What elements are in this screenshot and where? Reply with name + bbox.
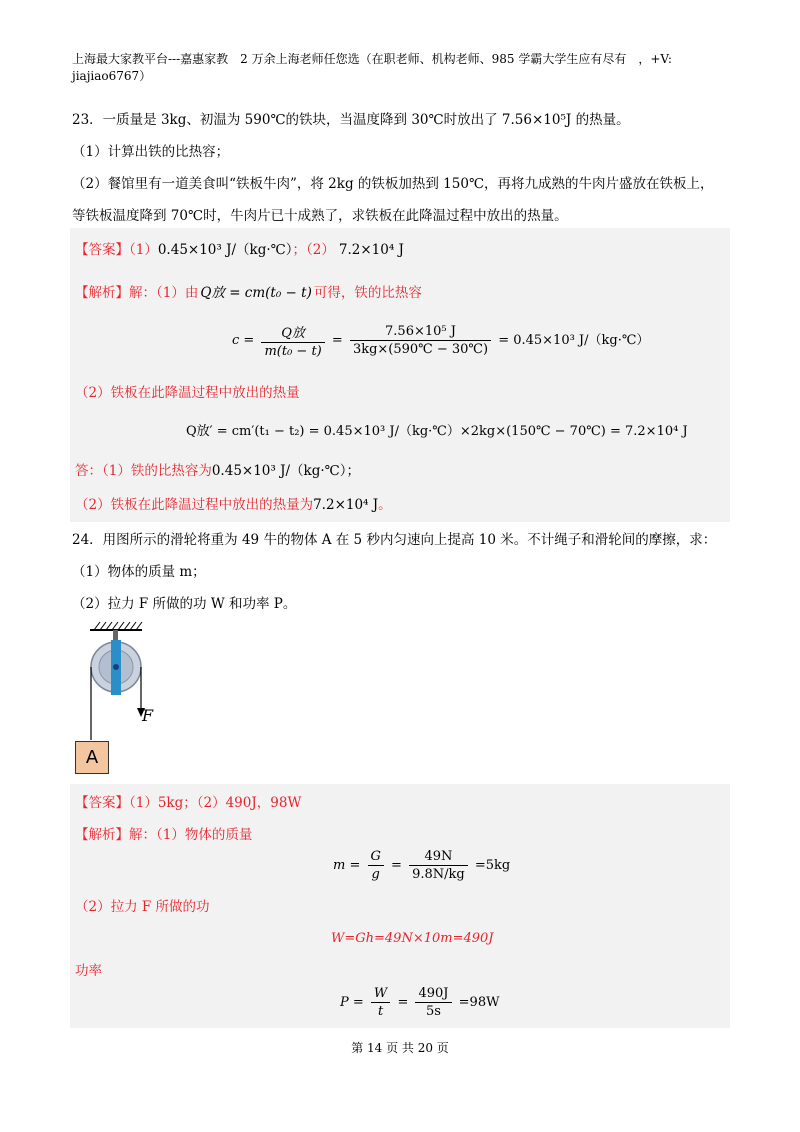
eq-m-numerator-2: 49N <box>409 849 468 866</box>
analysis-intro-text: 解：（1）由 <box>129 285 199 301</box>
answer-label: 【答案】 <box>75 242 129 258</box>
eq-w-text: W=Gh=49N×10m=490J <box>331 931 494 946</box>
eq1-frac2-numerator: 7.56×10⁵ J <box>350 324 491 341</box>
conclusion-1-value: 0.45×10³ J/（kg·℃）； <box>211 463 361 479</box>
block-A: A <box>75 741 109 774</box>
eq1-frac2-denominator: 3kg×(590℃ − 30℃) <box>352 342 489 357</box>
page-footer: 第 14 页 共 20 页 <box>351 1041 449 1055</box>
eq-p-numerator: W <box>371 986 390 1003</box>
eq-m-mid: = <box>391 858 402 873</box>
eq-m-fraction-1 <box>368 849 384 882</box>
answer-1-value: 0.45×10³ J/（kg·℃） <box>157 242 293 258</box>
ceiling-hatching <box>94 622 142 630</box>
eq-p-mid: = <box>397 995 409 1010</box>
q24-part2-heading: （2）拉力 F 所做的功 <box>75 899 210 915</box>
q24-equation-work <box>331 931 494 946</box>
q24-analysis-intro-text: 解：（1）物体的质量 <box>129 827 253 843</box>
analysis-after-text: 可得，铁的比热容 <box>313 285 422 301</box>
q23-part2-line1: （2）餐馆里有一道美食叫“铁板牛肉”，将 2kg 的铁板加热到 150℃，再将九成熟的牛肉片盛放在铁板上， <box>72 176 714 192</box>
q23-stem: 23．一质量是 3kg、初温为 590℃的铁块，当温度降到 30℃时放出了 7.56×10⁵J 的热量。 <box>72 112 630 128</box>
conclusion-2-end: 。 <box>378 497 392 513</box>
eq-m-denominator: g <box>371 867 380 882</box>
eq1-result: = 0.45×10³ J/（kg·℃） <box>498 333 650 348</box>
eq1-frac1-numerator: Q放 <box>261 322 324 343</box>
q23-equation-2: Q放′ = cm′(t₁ − t₂) = 0.45×10³ J/（kg·℃）×2kg×(150℃ − 70℃) = 7.2×10⁴ J <box>186 424 688 439</box>
page-header <box>72 52 672 84</box>
pulley-diagram <box>80 620 170 740</box>
q24-part2: （2）拉力 F 所做的功 W 和功率 P。 <box>72 596 297 612</box>
q23-analysis-intro <box>75 284 422 302</box>
q24-stem: 24．用图所示的滑轮将重为 49 牛的物体 A 在 5 秒内匀速向上提高 10 米。不计绳子和滑轮间的摩擦，求： <box>72 532 717 548</box>
answer-2-value: 7.2×10⁴ J <box>338 242 404 258</box>
eq-m-denominator-2: 9.8N/kg <box>412 867 465 882</box>
pulley-axle <box>113 664 119 670</box>
eq-p-numerator-2: 490J <box>415 986 451 1003</box>
eq-p-fraction-1 <box>371 986 390 1019</box>
header-line-2: jiajiao6767） <box>72 69 152 83</box>
eq-p-denominator-2: 5s <box>426 1004 441 1019</box>
eq1-fraction-2 <box>350 324 491 357</box>
q24-power-heading: 功率 <box>75 963 102 979</box>
q24-analysis-intro <box>75 826 252 844</box>
header-line-1: 上海最大家教平台---嘉惠家教 2 万余上海老师任您选（在职老师、机构老师、985 学霸大学生应有尽有 ，+V: <box>72 52 672 66</box>
q24-equation-power <box>340 986 499 1019</box>
conclusion-2-value: 7.2×10⁴ J <box>313 497 379 513</box>
eq1-frac1-denominator: m(t₀ − t) <box>264 344 322 359</box>
analysis-formula: Q放 = cm(t₀ − t) <box>200 285 312 301</box>
eq1-lhs: c = <box>232 333 255 348</box>
eq-p-result: =98W <box>458 995 500 1010</box>
q23-equation-1: c = $\frac{\text{Q放}}{\text{m(t₀ − t)}}$ = $\frac{\text{7.56×10⁵ J}}{3kg\times(590℃ - 30℃)}$ = 0.45×10³ J/（kg·℃） <box>232 324 650 359</box>
q23-conclusion-2 <box>75 496 392 514</box>
q23-part2-line2: 等铁板温度降到 70℃时，牛肉片已十成熟了，求铁板在此降温过程中放出的热量。 <box>72 208 568 224</box>
q24-answer-label: 【答案】 <box>75 795 129 811</box>
eq-p-denominator: t <box>377 1004 384 1019</box>
q24-answer-text: （1）5kg；（2）490J，98W <box>129 795 302 811</box>
force-label: F <box>142 706 154 725</box>
analysis-label: 【解析】 <box>75 285 129 301</box>
answer-2-label: ；（2） <box>292 242 335 258</box>
eq-m-lhs: m = <box>333 858 361 873</box>
q24-answer <box>75 794 301 812</box>
q23-answer <box>75 241 404 259</box>
q24-part1: （1）物体的质量 m； <box>72 564 206 580</box>
conclusion-2-text: （2）铁板在此降温过程中放出的热量为 <box>75 497 314 513</box>
q24-analysis-label: 【解析】 <box>75 827 129 843</box>
eq-m-fraction-2 <box>409 849 468 882</box>
eq-p-lhs: P = <box>340 995 364 1010</box>
q23-part2-heading: （2）铁板在此降温过程中放出的热量 <box>75 385 300 401</box>
q23-part1: （1）计算出铁的比热容； <box>72 144 230 160</box>
eq1-fraction-1 <box>261 322 324 359</box>
eq-m-result: =5kg <box>474 858 511 873</box>
q23-conclusion-1 <box>75 462 360 480</box>
eq-m-numerator: G <box>368 849 384 866</box>
conclusion-1-text: 答：（1）铁的比热容为 <box>75 463 212 479</box>
q24-equation-mass <box>333 849 510 882</box>
eq-p-fraction-2 <box>415 986 451 1019</box>
answer-1-label: （1） <box>129 242 158 258</box>
